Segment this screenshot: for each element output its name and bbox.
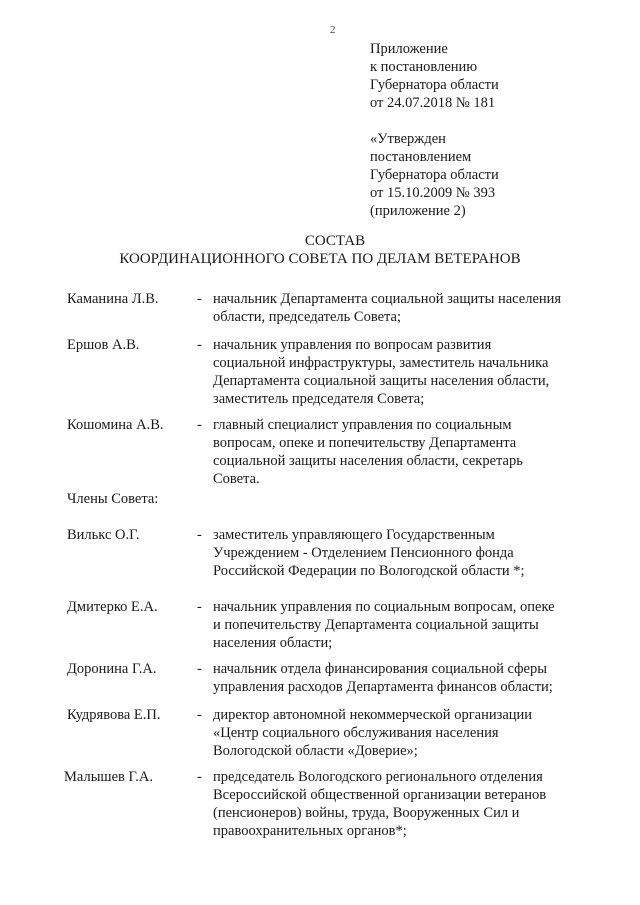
member-name: Дмитерко Е.А.	[67, 599, 158, 615]
approved-line: (приложение 2)	[370, 203, 466, 219]
dash-separator: -	[197, 417, 202, 433]
description-line: и попечительству Департамента социальной защиты	[213, 617, 539, 633]
dash-separator: -	[197, 527, 202, 543]
description-line: Вологодской области «Доверие»;	[213, 743, 418, 759]
description-line: области, председатель Совета;	[213, 309, 401, 325]
description-line: главный специалист управления по социальным	[213, 417, 512, 433]
description-line: заместитель управляющего Государственным	[213, 527, 495, 543]
member-name: Доронина Г.А.	[67, 661, 157, 677]
member-name: Ершов А.В.	[67, 337, 140, 353]
description-line: председатель Вологодского регионального отделения	[213, 769, 543, 785]
description-line: начальник управления по вопросам развития	[213, 337, 492, 353]
dash-separator: -	[197, 599, 202, 615]
description-line: управления расходов Департамента финансов области;	[213, 679, 553, 695]
member-description	[213, 660, 553, 696]
member-description	[213, 706, 532, 760]
approved-line: «Утвержден	[370, 131, 446, 147]
description-line: начальник отдела финансирования социальной сферы	[213, 661, 547, 677]
dash-separator: -	[197, 707, 202, 723]
member-name: Кошомина А.В.	[67, 417, 164, 433]
description-line: Совета.	[213, 471, 260, 487]
description-line: Всероссийской общественной организации ветеранов	[213, 787, 547, 803]
title-subheading: КООРДИНАЦИОННОГО СОВЕТА ПО ДЕЛАМ ВЕТЕРАНОВ	[119, 251, 521, 267]
member-name: Малышев Г.А.	[64, 769, 153, 785]
page-number: 2	[330, 24, 336, 36]
approved-line: Губернатора области	[370, 167, 499, 183]
member-description	[213, 416, 523, 488]
approved-line: постановлением	[370, 149, 472, 165]
member-description	[213, 526, 525, 580]
member-name: Вилькс О.Г.	[67, 527, 140, 543]
description-line: вопросам, опеке и попечительству Департамента	[213, 435, 517, 451]
description-line: «Центр социального обслуживания населения	[213, 725, 499, 741]
title-heading: СОСТАВ	[304, 233, 366, 249]
description-line: директор автономной некоммерческой организации	[213, 707, 533, 723]
description-line: населения области;	[213, 635, 333, 651]
description-line: социальной инфраструктуры, заместитель начальника	[213, 355, 549, 371]
description-line: начальник управления по социальным вопросам, опеке	[213, 599, 555, 615]
approved-line: от 15.10.2009 № 393	[370, 185, 496, 201]
appendix-line: к постановлению	[370, 59, 478, 75]
description-line: Российской Федерации по Вологодской области *;	[213, 563, 525, 579]
dash-separator: -	[197, 291, 202, 307]
member-description	[213, 290, 561, 326]
description-line: правоохранительных органов*;	[213, 823, 407, 839]
description-line: начальник Департамента социальной защиты населения	[213, 291, 562, 307]
description-line: заместитель председателя Совета;	[213, 391, 425, 407]
member-description	[213, 768, 546, 840]
description-line: (пенсионеров) войны, труда, Вооруженных Сил и	[213, 805, 520, 821]
member-description	[213, 336, 549, 408]
description-line: Учреждением - Отделением Пенсионного фонда	[213, 545, 514, 561]
appendix-line: от 24.07.2018 № 181	[370, 95, 496, 111]
document-title	[0, 232, 640, 268]
appendix-line: Губернатора области	[370, 77, 499, 93]
approved-block	[370, 130, 499, 220]
appendix-block	[370, 40, 499, 112]
description-line: Департамента социальной защиты населения области,	[213, 373, 550, 389]
dash-separator: -	[197, 769, 202, 785]
appendix-line: Приложение	[370, 41, 448, 57]
member-name: Каманина Л.В.	[67, 291, 159, 307]
dash-separator: -	[197, 337, 202, 353]
description-line: социальной защиты населения области, секретарь	[213, 453, 523, 469]
member-name: Кудрявова Е.П.	[67, 707, 161, 723]
members-heading: Члены Совета:	[67, 491, 159, 507]
member-description	[213, 598, 555, 652]
dash-separator: -	[197, 661, 202, 677]
